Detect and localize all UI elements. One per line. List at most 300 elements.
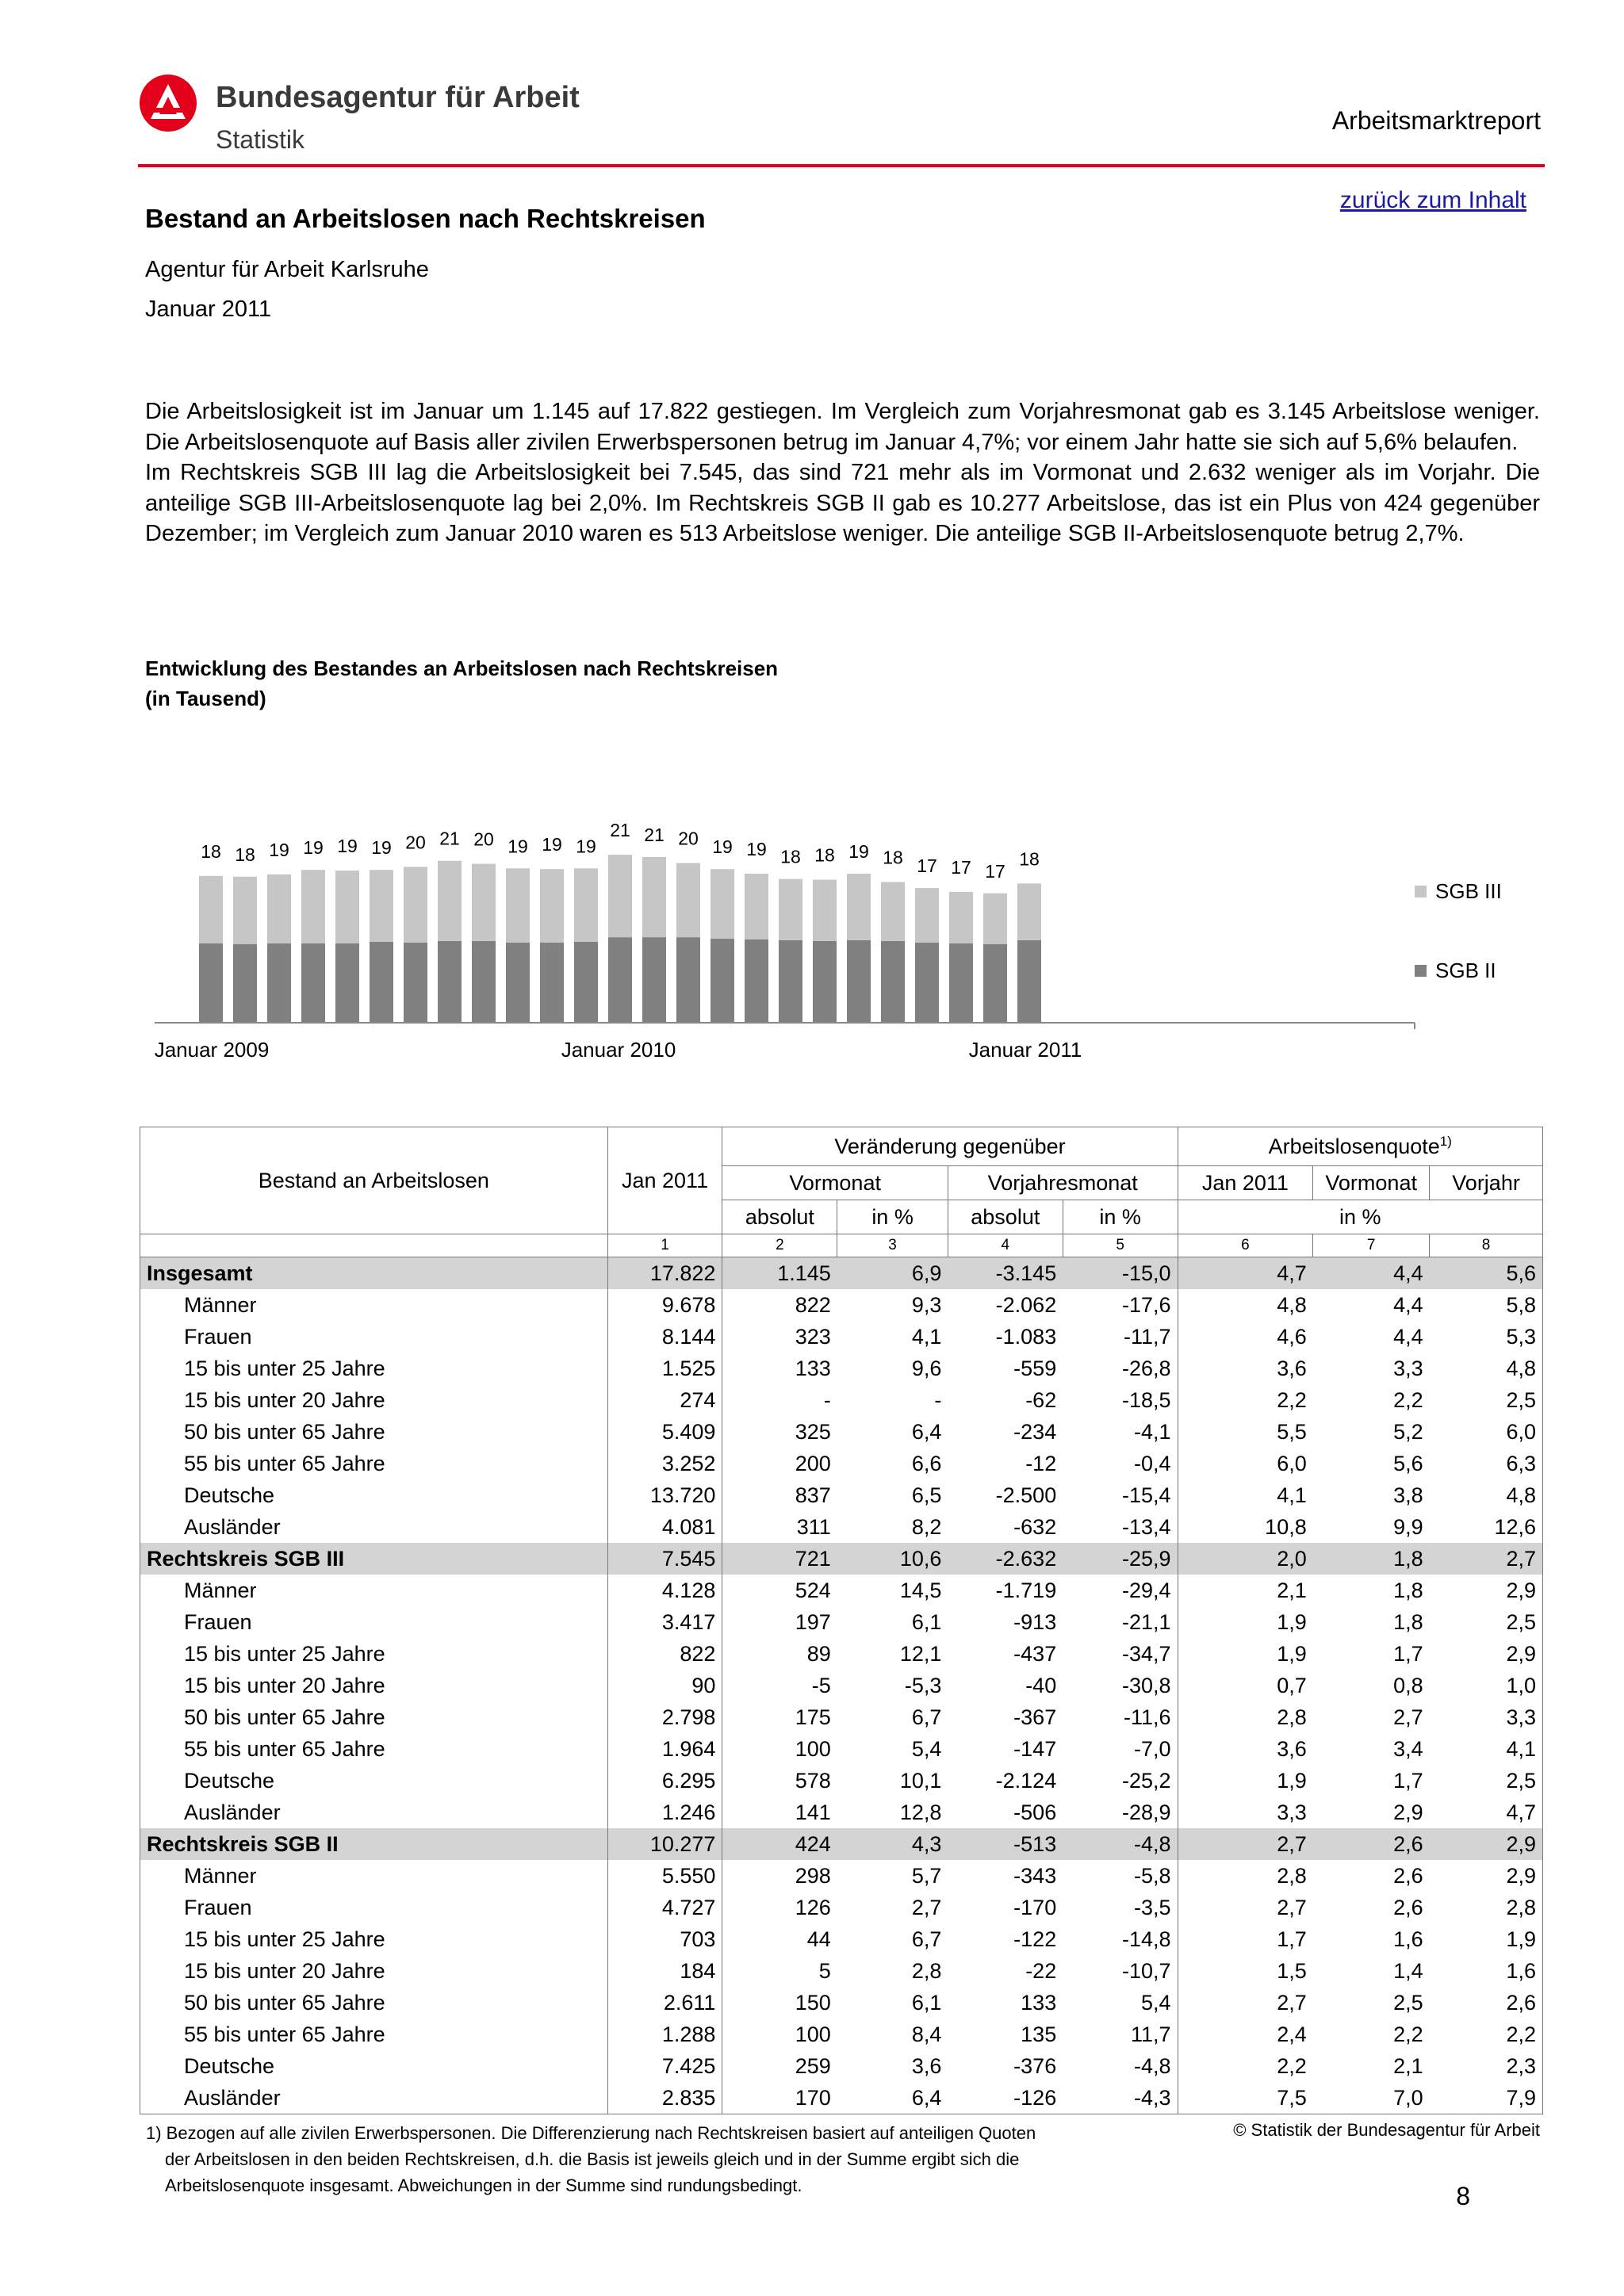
cell-col-5: -7,0	[1063, 1733, 1178, 1765]
bar-sgb3	[1017, 883, 1041, 940]
cell-col-5: -4,1	[1063, 1416, 1178, 1448]
bar-sgb2	[1017, 940, 1041, 1023]
cell-col-4: -343	[1013, 1863, 1057, 1888]
row-label: Männer	[140, 1575, 608, 1606]
table-group-row	[140, 1828, 1543, 1860]
cell-col-7: 2,2	[1393, 2022, 1423, 2046]
cell-col-5: -18,5	[1063, 1384, 1178, 1416]
cell-col-5: -10,7	[1063, 1955, 1178, 1987]
cell-col-3: 4,1	[911, 1324, 942, 1349]
cell-col-7: 1,7	[1393, 1768, 1423, 1793]
bar-sgb3	[608, 855, 632, 937]
cell-col-8: 2,8	[1430, 1892, 1543, 1923]
column-number: 3	[837, 1234, 948, 1257]
footnote-line: der Arbeitslosen in den beiden Rechtskreisen, d.h. die Basis ist jeweils gleich und in der Summe ergibt sich die	[165, 2149, 1020, 2169]
cell-col-8: 2,9	[1430, 1575, 1543, 1606]
cell-col-2: 311	[796, 1514, 831, 1539]
org-name: Bundesagentur für Arbeit	[216, 81, 580, 114]
cell-col-6: 2,0	[1178, 1543, 1313, 1575]
cell-col-3: 9,6	[911, 1356, 942, 1380]
bar-total-label: 20	[678, 828, 699, 849]
cell-col-3: 8,2	[911, 1514, 942, 1539]
bar-total-label: 18	[235, 844, 255, 865]
cell-col-1: 6.295	[607, 1765, 722, 1797]
cell-col-2: -	[823, 1387, 831, 1412]
bar-sgb3	[335, 871, 359, 943]
cell-col-2: 175	[795, 1705, 831, 1729]
row-label: Deutsche	[140, 2050, 608, 2082]
cell-col-1: 2.611	[607, 1987, 722, 2019]
cell-col-7: 2,7	[1393, 1705, 1423, 1729]
cell-col-6: 2,7	[1178, 1828, 1313, 1860]
bar-sgb3	[404, 867, 427, 942]
cell-col-5: 11,7	[1063, 2019, 1178, 2050]
header-change: Veränderung gegenüber	[722, 1127, 1178, 1166]
bar-total-label: 19	[712, 836, 733, 858]
report-title: Arbeitsmarktreport	[1331, 106, 1541, 135]
bar-total-label: 19	[576, 836, 596, 857]
cell-col-5: -4,8	[1063, 2050, 1178, 2082]
table-row	[140, 1638, 1543, 1670]
column-number: 6	[1178, 1234, 1313, 1257]
bar-sgb2	[881, 941, 905, 1023]
cell-col-7: 7,0	[1313, 2082, 1430, 2114]
header-rate-jan: Jan 2011	[1178, 1166, 1313, 1200]
cell-col-6: 1,7	[1277, 1927, 1307, 1951]
bar-total-label: 19	[269, 839, 289, 860]
legend-label-sgb2: SGB II	[1435, 959, 1496, 982]
table-row	[140, 2050, 1543, 2082]
cell-col-1: 5.550	[607, 1860, 722, 1892]
cell-col-4: -367	[1013, 1705, 1057, 1729]
cell-col-6: 2,2	[1277, 2053, 1307, 2078]
table-row	[140, 1797, 1543, 1828]
cell-col-8: 12,6	[1430, 1511, 1543, 1543]
bar-total-label: 19	[746, 838, 767, 859]
cell-col-4: -170	[1013, 1895, 1057, 1919]
cell-col-1: 3.417	[607, 1606, 722, 1638]
cell-col-3: -5,3	[904, 1673, 942, 1697]
cell-col-1: 822	[607, 1638, 722, 1670]
cell-col-7: 4,4	[1393, 1324, 1423, 1349]
row-label: 50 bis unter 65 Jahre	[140, 1416, 608, 1448]
bar-sgb2	[540, 943, 564, 1023]
cell-col-2: 150	[795, 1990, 831, 2015]
bar-sgb3	[949, 892, 973, 943]
cell-col-6: 2,1	[1277, 1578, 1307, 1602]
chart-subtitle: (in Tausend)	[145, 687, 266, 710]
cell-col-8: 6,3	[1430, 1448, 1543, 1479]
cell-col-4: -2.124	[995, 1768, 1057, 1793]
table-group-row	[140, 1257, 1543, 1290]
bar-total-label: 21	[439, 828, 460, 849]
cell-col-4: -506	[1013, 1800, 1057, 1824]
table-row	[140, 1670, 1543, 1701]
cell-col-5: -25,2	[1063, 1765, 1178, 1797]
bar-sgb3	[813, 880, 837, 941]
cell-col-4: -1.083	[995, 1324, 1057, 1349]
table-row	[140, 1987, 1543, 2019]
bar-sgb2	[438, 941, 462, 1023]
table-row	[140, 1733, 1543, 1765]
cell-col-7: 3,3	[1393, 1356, 1423, 1380]
bar-sgb2	[472, 941, 496, 1023]
row-label: 50 bis unter 65 Jahre	[140, 1987, 608, 2019]
cell-col-2: 197	[795, 1609, 831, 1634]
row-label: Ausländer	[140, 1797, 608, 1828]
bar-sgb3	[847, 874, 871, 940]
cell-col-8: 4,8	[1430, 1479, 1543, 1511]
cell-col-1: 1.246	[607, 1797, 722, 1828]
cell-col-5: -13,4	[1063, 1511, 1178, 1543]
bar-total-label: 18	[1019, 848, 1040, 870]
cell-col-6: 2,4	[1277, 2022, 1307, 2046]
header-rate-vormonat: Vormonat	[1313, 1166, 1430, 1200]
row-label: Insgesamt	[140, 1257, 608, 1290]
cell-col-8: 1,9	[1430, 1923, 1543, 1955]
back-to-contents-link[interactable]: zurück zum Inhalt	[1339, 187, 1526, 213]
cell-col-5: -29,4	[1063, 1575, 1178, 1606]
bar-sgb3	[881, 882, 905, 940]
bar-sgb2	[745, 939, 768, 1023]
bar-sgb3	[915, 888, 939, 943]
cell-col-3: 6,5	[911, 1483, 942, 1507]
cell-col-7: 2,1	[1393, 2053, 1423, 2078]
cell-col-5: -0,4	[1063, 1448, 1178, 1479]
row-label: 55 bis unter 65 Jahre	[140, 1448, 608, 1479]
table-row	[140, 1955, 1543, 1987]
cell-col-3: -	[934, 1387, 942, 1412]
bar-total-label: 17	[917, 855, 937, 877]
cell-col-6: 6,0	[1277, 1451, 1307, 1475]
cell-col-4: -559	[1013, 1356, 1057, 1380]
bar-sgb2	[608, 937, 632, 1023]
cell-col-1: 4.128	[607, 1575, 722, 1606]
table-body	[140, 1257, 1543, 2114]
cell-col-4: -12	[1025, 1451, 1057, 1475]
cell-col-4: -62	[1025, 1387, 1057, 1412]
bar-sgb3	[438, 861, 462, 941]
bar-sgb2	[710, 939, 734, 1023]
row-label: 15 bis unter 25 Jahre	[140, 1638, 608, 1670]
bar-sgb2	[199, 943, 223, 1023]
table-row	[140, 1289, 1543, 1321]
bar-total-label: 19	[508, 836, 528, 857]
page-title: Bestand an Arbeitslosen nach Rechtskreisen	[145, 204, 706, 233]
cell-col-7: 2,6	[1393, 1895, 1423, 1919]
cell-col-5: -4,3	[1063, 2082, 1178, 2114]
page-number: 8	[1456, 2182, 1470, 2210]
cell-col-2: 100	[795, 2022, 831, 2046]
footnote-line: 1) Bezogen auf alle zivilen Erwerbspersonen. Die Differenzierung nach Rechtskreisen basiert auf anteiligen Quoten	[146, 2123, 1036, 2143]
header-absolut: absolut	[722, 1200, 837, 1234]
cell-col-2: 721	[722, 1543, 837, 1575]
cell-col-3: 2,7	[911, 1895, 942, 1919]
table-row	[140, 1860, 1543, 1892]
cell-col-1: 7.425	[607, 2050, 722, 2082]
bar-total-label: 17	[985, 860, 1005, 882]
cell-col-6: 4,7	[1178, 1257, 1313, 1290]
cell-col-7: 1,4	[1393, 1958, 1423, 1983]
cell-col-4: -1.719	[995, 1578, 1057, 1602]
bar-sgb2	[506, 943, 530, 1023]
row-label: 55 bis unter 65 Jahre	[140, 1733, 608, 1765]
cell-col-8: 2,6	[1430, 1987, 1543, 2019]
bar-total-label: 19	[303, 837, 324, 859]
row-label: Deutsche	[140, 1479, 608, 1511]
cell-col-6: 2,7	[1277, 1990, 1307, 2015]
cell-col-2: 200	[795, 1451, 831, 1475]
cell-col-2: 5	[818, 1958, 831, 1983]
chart-title-line: Entwicklung des Bestandes an Arbeitslosen nach Rechtskreisen	[145, 656, 779, 680]
cell-col-2: 822	[795, 1292, 831, 1317]
bar-sgb2	[983, 944, 1007, 1023]
table-row	[140, 1606, 1543, 1638]
bar-sgb2	[779, 940, 802, 1023]
cell-col-4: -126	[948, 2082, 1063, 2114]
cell-col-2: 133	[795, 1356, 831, 1380]
cell-col-8: 2,9	[1430, 1828, 1543, 1860]
table-row	[140, 1448, 1543, 1479]
cell-col-2: -5	[811, 1673, 831, 1697]
table-row	[140, 2082, 1543, 2114]
bar-sgb3	[233, 877, 257, 944]
table-row	[140, 1384, 1543, 1416]
cell-col-3: 9,3	[911, 1292, 942, 1317]
cell-col-1: 1.288	[607, 2019, 722, 2050]
cell-col-8: 5,6	[1430, 1257, 1543, 1290]
column-number: 1	[607, 1234, 722, 1257]
cell-col-6: 0,7	[1277, 1673, 1307, 1697]
cell-col-4: -147	[1013, 1736, 1057, 1761]
x-tick-label: Januar 2011	[968, 1038, 1082, 1062]
bar-sgb3	[199, 876, 223, 943]
cell-col-5: -34,7	[1063, 1638, 1178, 1670]
header-jan-2011: Jan 2011	[607, 1127, 722, 1234]
cell-col-6: 1,9	[1277, 1768, 1307, 1793]
table-row	[140, 1923, 1543, 1955]
cell-col-5: 5,4	[1063, 1987, 1178, 2019]
cell-col-8: 2,9	[1430, 1638, 1543, 1670]
table-row	[140, 1765, 1543, 1797]
row-label: 55 bis unter 65 Jahre	[140, 2019, 608, 2050]
cell-col-2: 89	[806, 1641, 831, 1666]
copyright: © Statistik der Bundesagentur für Arbeit	[1233, 2120, 1540, 2140]
bar-total-label: 21	[644, 824, 665, 845]
bar-sgb2	[915, 943, 939, 1023]
cell-col-4: -3.145	[948, 1257, 1063, 1290]
legend-swatch-sgb2	[1415, 965, 1427, 977]
cell-col-8: 2,7	[1430, 1543, 1543, 1575]
cell-col-6: 2,8	[1277, 1863, 1307, 1888]
cell-col-5: -11,6	[1063, 1701, 1178, 1733]
bar-sgb3	[642, 857, 666, 937]
header-vorjahresmonat: Vorjahresmonat	[948, 1166, 1178, 1200]
cell-col-3: 6,7	[911, 1705, 942, 1729]
unemployment-bar-chart	[0, 0, 1624, 1094]
cell-col-3: 3,6	[911, 2053, 942, 2078]
cell-col-7: 5,2	[1393, 1419, 1423, 1444]
table-row	[140, 1353, 1543, 1384]
bar-sgb2	[370, 942, 393, 1023]
cell-col-3: 12,1	[899, 1641, 942, 1666]
cell-col-6: 7,5	[1178, 2082, 1313, 2114]
cell-col-2: 578	[795, 1768, 831, 1793]
header-rate-in-pct: in %	[1178, 1200, 1542, 1234]
cell-col-4: -513	[948, 1828, 1063, 1860]
cell-col-1: 274	[607, 1384, 722, 1416]
cell-col-4: -632	[1013, 1514, 1057, 1539]
cell-col-5: -30,8	[1063, 1670, 1178, 1701]
cell-col-3: 6,4	[837, 2082, 948, 2114]
cell-col-8: 2,3	[1430, 2050, 1543, 2082]
row-label: 15 bis unter 20 Jahre	[140, 1670, 608, 1701]
cell-col-4: -913	[1013, 1609, 1057, 1634]
header-rate-vorjahr: Vorjahr	[1430, 1166, 1543, 1200]
bar-total-label: 17	[951, 856, 971, 878]
cell-col-4: 133	[1021, 1990, 1057, 2015]
cell-col-6: 1,5	[1277, 1958, 1307, 1983]
cell-col-7: 3,4	[1393, 1736, 1423, 1761]
cell-col-3: 5,7	[911, 1863, 942, 1888]
footnote	[146, 2120, 1145, 2198]
cell-col-6: 3,6	[1277, 1736, 1307, 1761]
row-label: 50 bis unter 65 Jahre	[140, 1701, 608, 1733]
cell-col-7: 5,6	[1393, 1451, 1423, 1475]
cell-col-3: 10,6	[837, 1543, 948, 1575]
cell-col-1: 7.545	[607, 1543, 722, 1575]
column-number: 7	[1313, 1234, 1430, 1257]
header-rate	[1178, 1127, 1542, 1166]
cell-col-5: -15,0	[1063, 1257, 1178, 1290]
bar-sgb2	[574, 942, 598, 1023]
bar-sgb2	[949, 943, 973, 1023]
cell-col-8: 7,9	[1430, 2082, 1543, 2114]
column-number: 2	[722, 1234, 837, 1257]
x-tick-label: Januar 2010	[561, 1038, 676, 1062]
cell-col-2: 170	[722, 2082, 837, 2114]
bar-total-label: 19	[848, 840, 869, 862]
org-subtitle: Statistik	[216, 125, 305, 154]
bar-sgb3	[983, 894, 1007, 944]
bar-sgb3	[676, 863, 700, 938]
bar-sgb2	[847, 940, 871, 1023]
bar-sgb2	[335, 943, 359, 1023]
row-label: 15 bis unter 20 Jahre	[140, 1955, 608, 1987]
row-label: 15 bis unter 25 Jahre	[140, 1923, 608, 1955]
row-label: Ausländer	[140, 1511, 608, 1543]
bar-total-label: 18	[814, 844, 835, 866]
header-blank	[140, 1234, 608, 1257]
cell-col-4: -122	[1013, 1927, 1057, 1951]
bar-total-label: 19	[371, 837, 392, 859]
cell-col-7: 0,8	[1393, 1673, 1423, 1697]
table-row	[140, 1479, 1543, 1511]
cell-col-4: -376	[1013, 2053, 1057, 2078]
cell-col-8: 2,9	[1430, 1860, 1543, 1892]
bar-total-label: 18	[883, 847, 903, 868]
cell-col-8: 4,1	[1430, 1733, 1543, 1765]
row-label: Frauen	[140, 1606, 608, 1638]
cell-col-1: 703	[607, 1923, 722, 1955]
cell-col-3: 6,1	[911, 1990, 942, 2015]
cell-col-4: -40	[1025, 1673, 1057, 1697]
cell-col-2: 323	[795, 1324, 831, 1349]
table-row	[140, 1321, 1543, 1353]
bar-sgb2	[404, 943, 427, 1023]
header-absolut: absolut	[948, 1200, 1063, 1234]
cell-col-6: 1,9	[1277, 1609, 1307, 1634]
cell-col-1: 3.252	[607, 1448, 722, 1479]
table-row	[140, 1416, 1543, 1448]
cell-col-4: -2.500	[995, 1483, 1057, 1507]
cell-col-6: 2,7	[1277, 1895, 1307, 1919]
column-number: 5	[1063, 1234, 1178, 1257]
cell-col-1: 1.964	[607, 1733, 722, 1765]
bar-sgb3	[710, 869, 734, 939]
header-in-pct: in %	[1063, 1200, 1178, 1234]
column-number: 4	[948, 1234, 1063, 1257]
summary-paragraph: Die Arbeitslosigkeit ist im Januar um 1.145 auf 17.822 gestiegen. Im Vergleich zum Vorjahresmonat gab es 3.145 Arbeitslose weniger. Die Arbeitslosenquote auf Basis aller zivilen Erwerbspersonen betrug im Januar 4,7%; vor einem Jahr hatte sie sich auf 5,6% belaufen.	[145, 399, 1540, 455]
cell-col-7: 1,7	[1393, 1641, 1423, 1666]
bar-total-label: 18	[780, 846, 801, 867]
summary-paragraph: Im Rechtskreis SGB III lag die Arbeitslosigkeit bei 7.545, das sind 721 mehr als im Vormonat und 2.632 weniger als im Vorjahr. Die anteilige SGB III-Arbeitslosenquote lag bei 2,0%. Im Rechtskreis SGB II gab es 10.277 Arbeitslose, das ist ein Plus von 424 gegenüber Dezember; im Vergleich zum Januar 2010 waren es 513 Arbeitslose weniger. Die anteilige SGB II-Arbeitslosenquote betrug 2,7%.	[145, 460, 1540, 546]
cell-col-6: 5,5	[1277, 1419, 1307, 1444]
bar-total-label: 20	[405, 832, 426, 853]
header-bestand: Bestand an Arbeitslosen	[140, 1127, 608, 1234]
cell-col-8: 2,2	[1430, 2019, 1543, 2050]
cell-col-8: 3,3	[1430, 1701, 1543, 1733]
table-row	[140, 1892, 1543, 1923]
table-row	[140, 1701, 1543, 1733]
cell-col-6: 2,2	[1277, 1387, 1307, 1412]
report-period: Januar 2011	[145, 297, 272, 322]
cell-col-6: 2,8	[1277, 1705, 1307, 1729]
cell-col-5: -28,9	[1063, 1797, 1178, 1828]
cell-col-2: 100	[795, 1736, 831, 1761]
cell-col-7: 1,6	[1393, 1927, 1423, 1951]
cell-col-7: 4,4	[1393, 1292, 1423, 1317]
cell-col-3: 8,4	[911, 2022, 942, 2046]
bar-sgb2	[642, 937, 666, 1023]
cell-col-4: -2.632	[948, 1543, 1063, 1575]
cell-col-2: 424	[722, 1828, 837, 1860]
cell-col-1: 8.144	[607, 1321, 722, 1353]
cell-col-6: 3,3	[1277, 1800, 1307, 1824]
cell-col-7: 1,8	[1313, 1543, 1430, 1575]
unemployment-table	[140, 1127, 1543, 2114]
cell-col-7: 4,4	[1313, 1257, 1430, 1290]
cell-col-7: 2,5	[1393, 1990, 1423, 2015]
bar-sgb2	[676, 937, 700, 1023]
cell-col-3: 4,3	[837, 1828, 948, 1860]
row-label: Männer	[140, 1860, 608, 1892]
cell-col-1: 9.678	[607, 1289, 722, 1321]
cell-col-3: 14,5	[899, 1578, 942, 1602]
header-rate-label: Arbeitslosenquote	[1268, 1135, 1440, 1158]
bar-total-label: 21	[610, 820, 630, 841]
bar-total-label: 19	[542, 834, 562, 855]
cell-col-1: 10.277	[607, 1828, 722, 1860]
cell-col-1: 17.822	[607, 1257, 722, 1290]
cell-col-8: 5,3	[1430, 1321, 1543, 1353]
cell-col-6: 4,6	[1277, 1324, 1307, 1349]
cell-col-7: 2,6	[1313, 1828, 1430, 1860]
table-row	[140, 1511, 1543, 1543]
cell-col-6: 4,1	[1277, 1483, 1307, 1507]
bar-sgb3	[472, 864, 496, 941]
cell-col-5: -25,9	[1063, 1543, 1178, 1575]
